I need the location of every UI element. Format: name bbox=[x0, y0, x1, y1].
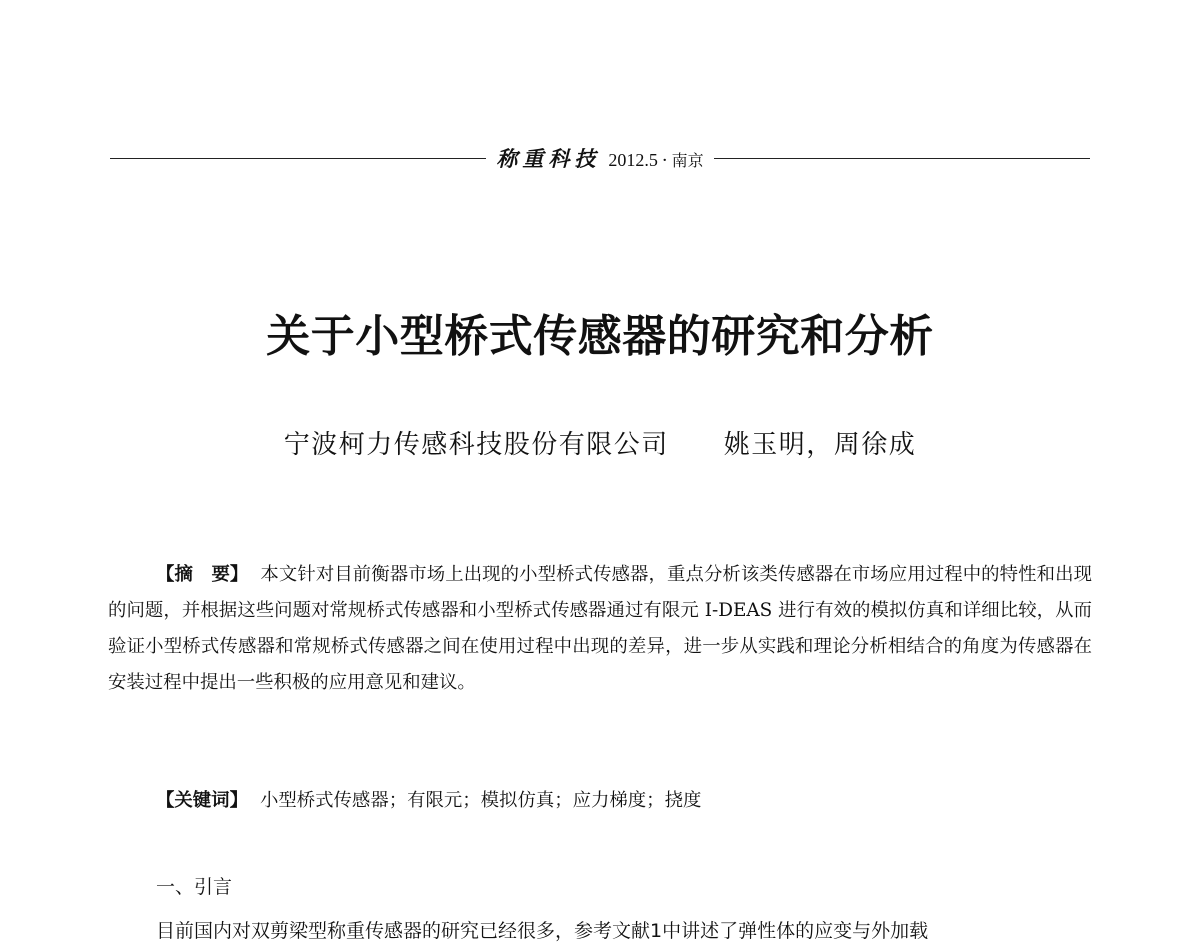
abstract-label: 【摘 要】 bbox=[156, 564, 249, 585]
keywords-label: 【关键词】 bbox=[156, 790, 248, 811]
body-paragraph: 目前国内对双剪梁型称重传感器的研究已经很多，参考文献1中讲述了弹性体的应变与外加载 bbox=[156, 920, 929, 942]
journal-info bbox=[486, 143, 713, 173]
header-separator: · bbox=[661, 150, 668, 171]
journal-issue: 2012.5 bbox=[608, 150, 658, 170]
keywords-text: 小型桥式传感器；有限元；模拟仿真；应力梯度；挠度 bbox=[259, 790, 702, 811]
journal-header bbox=[110, 138, 1090, 178]
author-names: 姚玉明，周徐成 bbox=[723, 430, 917, 460]
section-heading: 一、引言 bbox=[156, 876, 233, 898]
journal-city: 南京 bbox=[671, 151, 704, 170]
abstract bbox=[108, 557, 1092, 701]
abstract-text: 本文针对目前衡器市场上出现的小型桥式传感器，重点分析该类传感器在市场应用过程中的特性和出现的问题，并根据这些问题对常规桥式传感器和小型桥式传感器通过有限元 I-DEAS 进行有效的模拟仿真和详细比较，从而验证小型桥式传感器和常规桥式传感器之间在使用过程中出现的差异，进一步从实践和理论分析相结合的角度为传感器在安装过程中提出一些积极的应用意见和建议。 bbox=[108, 564, 1092, 693]
header-rule-right bbox=[714, 158, 1090, 159]
header-rule-left bbox=[110, 158, 486, 159]
journal-name: 称重科技 bbox=[496, 147, 601, 171]
article-title: 关于小型桥式传感器的研究和分析 bbox=[266, 311, 934, 362]
author-line bbox=[0, 424, 1200, 461]
keywords bbox=[156, 786, 701, 816]
author-affiliation: 宁波柯力传感科技股份有限公司 bbox=[283, 430, 669, 460]
